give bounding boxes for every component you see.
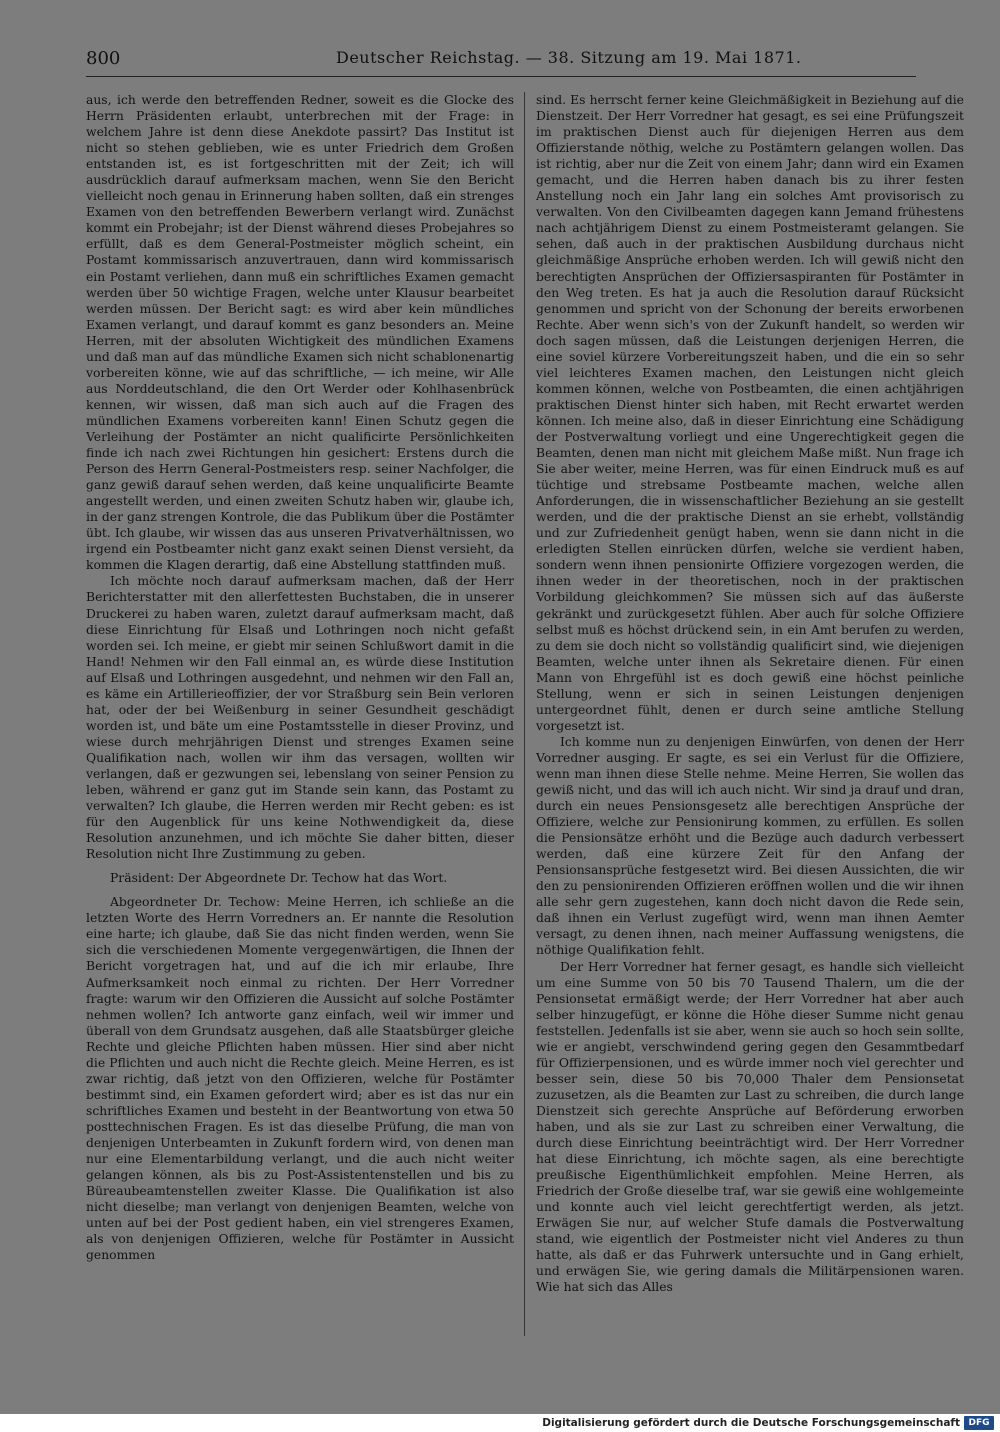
footer-credit: Digitalisierung gefördert durch die Deutsche Forschungsgemeinschaft — [542, 1417, 960, 1429]
running-title: Deutscher Reichstag. — 38. Sitzung am 19. Mai 1871. — [336, 48, 802, 67]
paragraph: Ich möchte noch darauf aufmerksam machen, daß der Herr Berichterstatter mit den allerfettesten Buchstaben, die in unserer Druckerei zu haben waren, zuletzt darauf aufmerksam macht, daß diese Einrichtung für Elsaß und Lothringen noch nicht gefaßt worden sei. Ich meine, er giebt mir seinen Schlußwort damit in die Hand! Nehmen wir den Fall einmal an, es würde diese Institution auf Elsaß und Lothringen ausgedehnt, und nehmen wir den Fall an, es käme ein Artillerieoffizier, der vor Straßburg sein Bein verloren hat, oder der bei Weißenburg in seiner Gesundheit geschädigt worden ist, und bäte um eine Postamtsstelle in dieser Provinz, und wiese durch mehrjährigen Dienst und strenges Examen seine Qualifikation nach, wollen wir ihm das versagen, wollten wir verlangen, daß er gezwungen sei, lebenslang von seiner Pension zu leben, während er ganz gut im Stande sein kann, das Postamt zu verwalten? Ich glaube, die Herren werden mir Recht geben: es ist für den Augenblick für uns keine Nothwendigkeit da, diese Resolution anzunehmen, und ich möchte Sie daher bitten, dieser Resolution nicht Ihre Zustimmung zu geben. — [86, 574, 514, 862]
speaker-paragraph: Präsident: Der Abgeordnete Dr. Techow hat das Wort. — [110, 871, 448, 886]
speaker-paragraph: Abgeordneter Dr. Techow: Meine Herren, ich schließe an die letzten Worte des Herrn Vorredners an. Er nannte die Resolution eine harte; ich glaube, daß Sie das nicht finden werden, wenn Sie sich die verschiedenen Momente vergegenwärtigen, die Ihnen der Bericht vorgetragen hat, und auf die ich mir erlaube, Ihre Aufmerksamkeit noch einmal zu richten. Der Herr Vorredner fragte: warum wir den Offizieren die Aussicht auf solche Postämter nehmen wollen? Ich antworte ganz einfach, weil wir immer und überall von dem Grundsatz ausgehen, daß alle Staatsbürger gleiche Rechte und gleiche Pflichten haben müssen. Hier sind aber nicht die Pflichten und auch nicht die Rechte gleich. Meine Herren, es ist zwar richtig, daß jetzt von den Offizieren, welche für Postämter bestimmt sind, ein Examen gefordert wird; aber es ist das nur ein schriftliches Examen und besteht in der Beantwortung von etwa 50 posttechnischen Fragen. Es ist das dieselbe Prüfung, die man von denjenigen Unterbeamten in Zukunft fordern wird, von denen man nur eine Elementarbildung verlangt, und die auch nicht weiter gelangen können, als bis zu Post-Assistentenstellen und bis zu Büreaubeamtenstellen zweiter Klasse. Die Qualifikation ist also nicht dieselbe; man verlangt von denjenigen Beamten, welche von unten auf bei der Post gedient haben, ein viel strengeres Examen, als von denjenigen Offizieren, welche für Postämter in Aussicht genommen — [86, 895, 514, 1263]
left-column — [86, 92, 514, 1334]
footer-bar — [0, 1414, 1000, 1432]
column-divider — [524, 92, 525, 1336]
paragraph: aus, ich werde den betreffenden Redner, soweit es die Glocke des Herrn Präsidenten erlaubt, unterbrechen mit der Frage: in welchem Jahre ist denn diese Anekdote passirt? Das Institut ist nicht so stehen geblieben, wie es unter Friedrich dem Großen entstanden ist, es ist fortgeschritten mit der Zeit; ich will ausdrücklich darauf aufmerksam machen, wenn Sie den Bericht vielleicht noch genau in Erinnerung haben sollten, daß ein strenges Examen von den betreffenden Bewerbern verlangt wird. Zunächst kommt ein Probejahr; ist der Dienst während dieses Probejahres so erfüllt, daß es dem General-Postmeister möglich scheint, ein Postamt kommissarisch anzuvertrauen, dann wird kommissarisch ein Postamt verliehen, dann muß ein schriftliches Examen gemacht werden über 50 wichtige Fragen, welche unter Klausur bearbeitet werden müssen. Der Bericht sagt: es wird aber kein mündliches Examen verlangt, und darauf kommt es ganz besonders an. Meine Herren, mit der absoluten Wichtigkeit des mündlichen Examens und daß man auf das mündliche Examen sich nicht schablonenartig vorbereiten könne, wie auf das schriftliche, — ich meine, wir Alle aus Norddeutschland, die den Ort Werder oder Kohlhasenbrück kennen, wir wissen, daß man sich auch auf die Fragen des mündlichen Examens vorbereiten kann! Einen Schutz gegen die Verleihung der Postämter an nicht qualificirte Persönlichkeiten finde ich nach zwei Richtungen hin gesichert: Erstens durch die Person des Herrn General-Postmeisters resp. seiner Nachfolger, die ganz gewiß darauf sehen werden, daß keine unqualificirte Beamte angestellt werden, und einen zweiten Schutz haben wir, glaube ich, in der ganz strengen Kontrole, die das Publikum über die Postämter übt. Ich glaube, wir wissen das aus unseren Privatverhältnissen, wo irgend ein Postbeamter nicht ganz exakt seinen Dienst versieht, da kommen die Klagen derartig, daß eine Abstellung stattfinden muß. — [86, 93, 514, 573]
page-number: 800 — [86, 48, 121, 69]
paragraph: sind. Es herrscht ferner keine Gleichmäßigkeit in Beziehung auf die Dienstzeit. Der Herr Vorredner hat gesagt, es sei eine Prüfungszeit im praktischen Dienst auch für diejenigen Herren aus dem Offizierstande nöthig, welche zu Postämtern gelangen wollen. Das ist richtig, aber nur die Zeit von einem Jahr; dann wird ein Examen gemacht, und die Herren haben danach bis zu ihrer festen Anstellung noch ein Jahr lang ein solches Amt provisorisch zu verwalten. Von den Civilbeamten dagegen kann Jemand frühestens nach achtjährigem Dienst zu einem Postmeisteramt gelangen. Sie sehen, daß auch in der praktischen Ausbildung durchaus nicht gleichmäßige Ansprüche erhoben werden. Ich will gewiß nicht den berechtigten Ansprüchen der Offiziersaspiranten für Postämter in den Weg treten. Es hat ja auch die Resolution darauf Rücksicht genommen und spricht von der Schonung der bereits erworbenen Rechte. Aber wenn sich's von der Zukunft handelt, so werden wir doch sagen müssen, daß die Leistungen derjenigen Herren, die eine soviel kürzere Vorbereitungszeit haben, und die ein so sehr viel leichteres Examen machen, den Leistungen nicht gleich kommen können, welche von Postbeamten, die einen achtjährigen praktischen Dienst hinter sich haben, mit Recht erwartet werden können. Ich meine also, daß in dieser Einrichtung eine Schädigung der Postverwaltung vorliegt und eine Ungerechtigkeit gegen die Beamten, denen man nicht mit gleichem Maße mißt. Nun frage ich Sie aber weiter, meine Herren, was für einen Eindruck muß es auf tüchtige und strebsame Postbeamte machen, welche allen Anforderungen, die in wissenschaftlicher Beziehung an sie gestellt werden, und die der praktische Dienst an sie erhebt, vollständig und zur Zufriedenheit genügt haben, wenn sie dann nicht in die erledigten Stellen einrücken dürfen, welche sie verdient haben, sondern wenn ihnen pensionirte Offiziere vorgezogen werden, die ihnen weder in der theoretischen, noch in der praktischen Vorbildung gleichkommen? Sie müssen sich auf das äußerste gekränkt und zurückgesetzt fühlen. Aber auch für solche Offiziere selbst muß es höchst drückend sein, in ein Amt berufen zu werden, zu dem sie doch nicht so vollständig qualificirt sind, wie diejenigen Beamten, welche unter ihnen als Sekretaire dienen. Für einen Mann von Ehrgefühl ist es doch gewiß eine höchst peinliche Stellung, wenn er sich in seinen Leistungen denjenigen untergeordnet fühlt, denen er durch seine amtliche Stellung vorgesetzt ist. — [536, 93, 964, 733]
paragraph: Der Herr Vorredner hat ferner gesagt, es handle sich vielleicht um eine Summe von 50 bis 70 Tausend Thalern, um die der Pensionsetat ermäßigt werde; der Herr Vorredner hat aber auch selber hinzugefügt, er könne die Höhe dieser Summe nicht genau feststellen. Jedenfalls ist sie aber, wenn sie auch so hoch sein sollte, wie er angiebt, verschwindend gering gegen den Gesammtbedarf für Offizierpensionen, und es würde immer noch viel gerechter und besser sein, diese 50 bis 70,000 Thaler dem Pensionsetat zuzusetzen, als die Beamten zur Last zu schreiben, die durch lange Dienstzeit sich gerechte Ansprüche auf Beförderung erworben haben, und als sie zur Last zu schreiben einer Verwaltung, die durch diese Einrichtung beeinträchtigt wird. Der Herr Vorredner hat diese Einrichtung, ich möchte sagen, als eine berechtigte preußische Eigenthümlichkeit empfohlen. Meine Herren, als Friedrich der Große dieselbe traf, war sie gewiß eine wohlgemeinte und konnte auch viel leicht gerechtfertigt werden, als jetzt. Erwägen Sie nur, auf welcher Stufe damals die Postverwaltung stand, wie eigentlich der Postmeister nicht viel Anderes zu thun hatte, als daß er das Fuhrwerk untersuchte und in Gang erhielt, und erwägen Sie, wie gering damals die Militärpensionen waren. Wie hat sich das Alles — [536, 959, 964, 1295]
right-column — [536, 92, 964, 1334]
dfg-logo-icon: DFG — [964, 1416, 994, 1430]
paragraph: Ich komme nun zu denjenigen Einwürfen, von denen der Herr Vorredner ausging. Er sagte, es sei ein Verlust für die Offiziere, wenn man ihnen diese Stelle nehme. Meine Herren, Sie wollen das gewiß nicht, und das will ich auch nicht. Wir sind ja drauf und dran, durch ein neues Pensionsgesetz alle berechtigen Ansprüche der Offiziere, welche zur Pensionirung kommen, zu erfüllen. Es sollen die Pensionsätze erhöht und die Bezüge auch dadurch verbessert werden, daß eine kürzere Zeit für den Anfang der Pensionsansprüche festgesetzt wird. Bei diesen Aussichten, die wir den zu pensionirenden Offizieren eröffnen wollen und die wir ihnen alle sehr gern zugestehen, kann doch nicht davon die Rede sein, daß ihnen ein Verlust zugefügt wird, wenn man ihnen Aemter versagt, zu denen ihnen, nach meiner Auffassung wenigstens, die nöthige Qualifikation fehlt. — [536, 734, 964, 958]
page-header — [86, 46, 916, 77]
